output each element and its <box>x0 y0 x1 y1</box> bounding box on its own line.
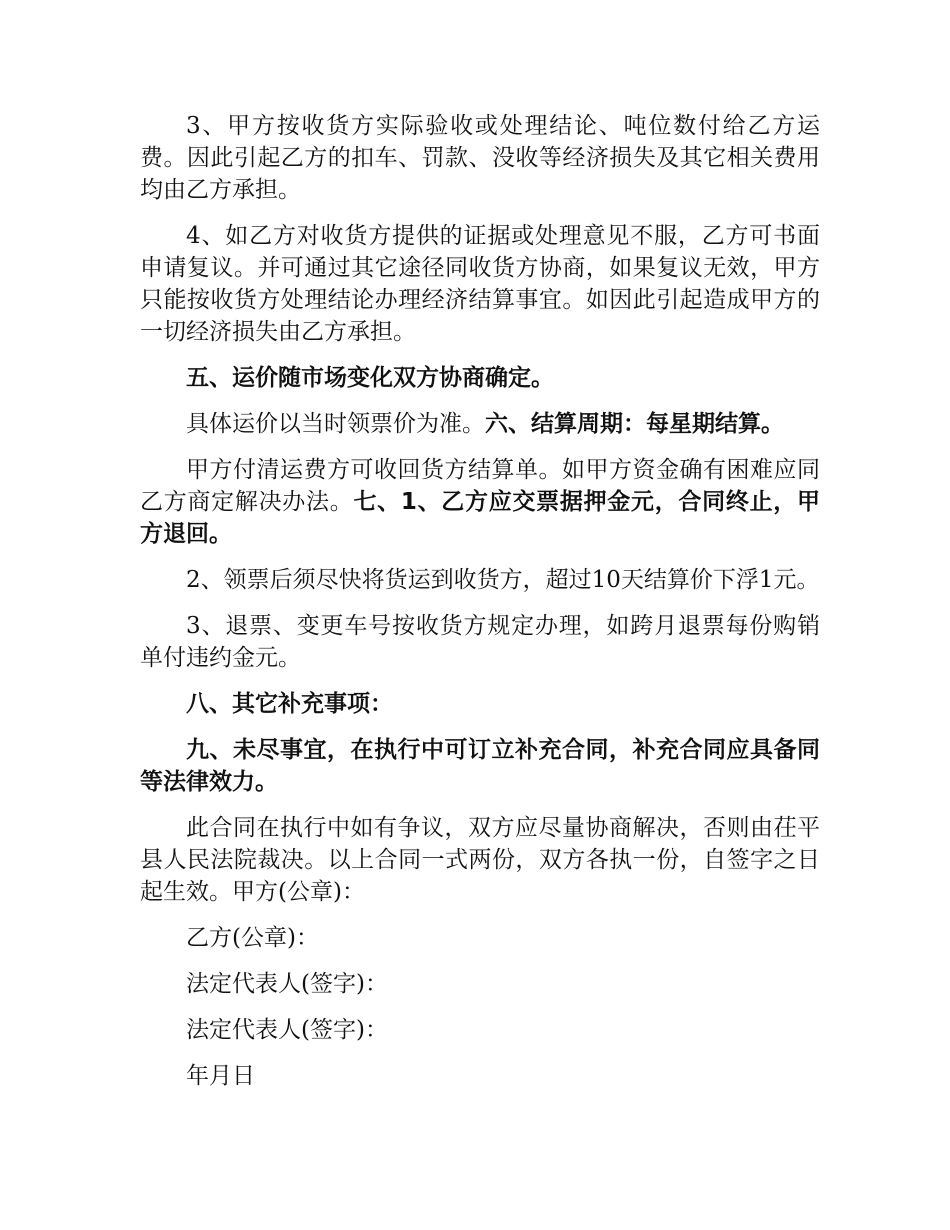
paragraph-text: 年月日 <box>186 1063 255 1089</box>
clause-4-paragraph <box>140 220 820 348</box>
section-9-heading <box>140 734 820 798</box>
clause-7-2-paragraph <box>140 564 820 596</box>
paragraph-text: 2、领票后须尽快将货运到收货方，超过10天结算价下浮1元。 <box>186 567 820 593</box>
paragraph-text: 4、如乙方对收货方提供的证据或处理意见不服，乙方可书面申请复议。并可通过其它途径同收货方协商，如果复议无效，甲方只能按收货方处理结论办理经济结算事宜。如因此引起造成甲方的一切经济损失由乙方承担。 <box>140 223 820 345</box>
date-line <box>140 1060 820 1092</box>
dispute-paragraph <box>140 812 820 908</box>
heading-text: 五、运价随市场变化双方协商确定。 <box>186 365 554 391</box>
paragraph-text: 甲方付清运费方可收回货方结算单。如甲方资金确有困难应同乙方商定解决办法。 <box>140 457 820 515</box>
legal-representative-line <box>140 968 820 1000</box>
paragraph-text: 3、甲方按收货方实际验收或处理结论、吨位数付给乙方运费。因此引起乙方的扣车、罚款、没收等经济损失及其它相关费用均由乙方承担。 <box>140 113 820 203</box>
heading-text: 九、未尽事宜，在执行中可订立补充合同，补充合同应具备同等法律效力。 <box>140 737 820 795</box>
legal-representative-line <box>140 1014 820 1046</box>
heading-text: 七、1、乙方应交票据押金元，合同终止，甲方退回。 <box>140 489 821 547</box>
price-and-section-6-paragraph <box>140 408 820 440</box>
document-page <box>140 110 820 1106</box>
section-8-heading <box>140 688 820 720</box>
paragraph-text: 具体运价以当时领票价为准。 <box>186 411 485 437</box>
clause-7-3-paragraph <box>140 610 820 674</box>
paragraph-text: 此合同在执行中如有争议，双方应尽量协商解决，否则由茌平县人民法院裁决。以上合同一式两份，双方各执一份，自签字之日起生效。甲方(公章)： <box>140 815 820 905</box>
clause-3-paragraph <box>140 110 820 206</box>
paragraph-text: 法定代表人(签字)： <box>186 971 388 997</box>
heading-text: 六、结算周期：每星期结算。 <box>485 411 784 437</box>
heading-text: 八、其它补充事项： <box>186 691 393 717</box>
party-b-seal-line <box>140 922 820 954</box>
payment-and-section-7-paragraph <box>140 454 820 550</box>
paragraph-text: 3、退票、变更车号按收货方规定办理，如跨月退票每份购销单付违约金元。 <box>140 613 820 671</box>
paragraph-text: 法定代表人(签字)： <box>186 1017 388 1043</box>
section-5-heading <box>140 362 820 394</box>
paragraph-text: 乙方(公章)： <box>186 925 319 951</box>
